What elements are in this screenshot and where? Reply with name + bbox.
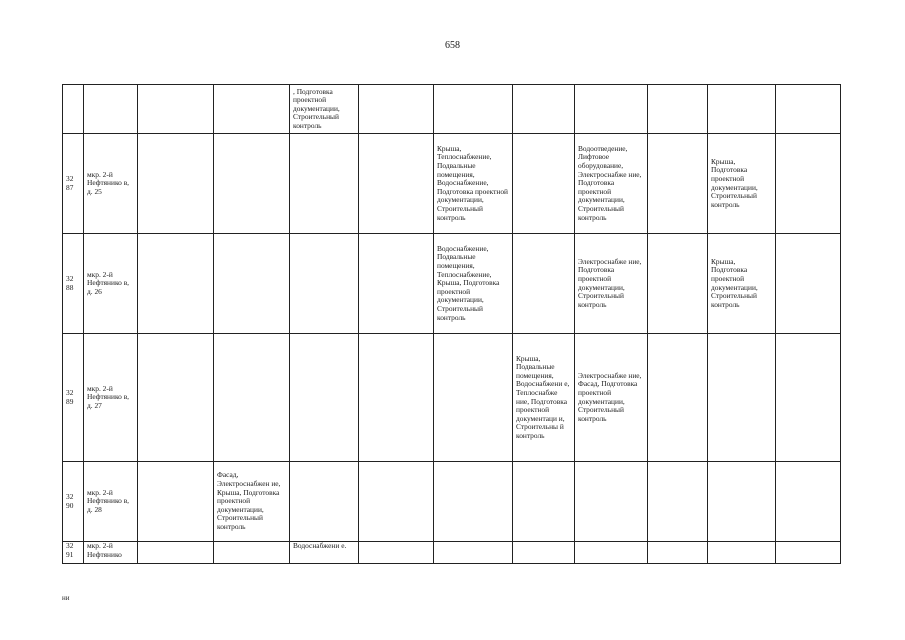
- row-number-cell: 32 88: [63, 234, 84, 334]
- work-type-cell: [648, 85, 708, 134]
- address-cell: мкр. 2-й Нефтянико в, д. 25: [84, 134, 138, 234]
- work-type-cell: [138, 85, 214, 134]
- work-type-cell: [359, 85, 434, 134]
- work-type-cell: [359, 334, 434, 462]
- work-type-cell: [290, 134, 359, 234]
- work-type-cell: Крыша, Подвальные помещения, Водоснабжени е, Теплоснабже ние, Подготовка проектной документаци и, Строительны й контроль: [513, 334, 575, 462]
- work-type-cell: [513, 462, 575, 542]
- footer-mark: ни: [62, 594, 70, 602]
- work-type-cell: Фасад, Электроснабжен ие, Крыша, Подготовка проектной документации, Строительный контроль: [214, 462, 290, 542]
- table-row: [63, 85, 841, 134]
- work-type-cell: [575, 462, 648, 542]
- work-type-cell: [434, 334, 513, 462]
- work-type-cell: [434, 462, 513, 542]
- work-type-cell: [214, 542, 290, 564]
- work-type-cell: Крыша, Подготовка проектной документации, Строительный контроль: [708, 234, 776, 334]
- work-type-cell: Водоотведение, Лифтовое оборудование, Электроснабже ние, Подготовка проектной документации, Строительный контроль: [575, 134, 648, 234]
- work-type-cell: [708, 462, 776, 542]
- address-cell: [84, 85, 138, 134]
- row-number-cell: 32 87: [63, 134, 84, 234]
- work-type-cell: [648, 462, 708, 542]
- work-type-cell: Крыша, Подготовка проектной документации, Строительный контроль: [708, 134, 776, 234]
- work-type-cell: [513, 85, 575, 134]
- work-type-cell: [648, 134, 708, 234]
- row-number-cell: 32 90: [63, 462, 84, 542]
- work-type-cell: [434, 542, 513, 564]
- work-type-cell: [776, 85, 841, 134]
- work-type-cell: [359, 462, 434, 542]
- work-type-cell: [138, 542, 214, 564]
- work-type-cell: [776, 234, 841, 334]
- work-type-cell: [138, 134, 214, 234]
- work-type-cell: [648, 234, 708, 334]
- work-type-cell: [513, 542, 575, 564]
- address-cell: мкр. 2-й Нефтянико в, д. 26: [84, 234, 138, 334]
- work-type-cell: [708, 85, 776, 134]
- work-type-cell: [513, 134, 575, 234]
- work-type-cell: [359, 542, 434, 564]
- work-type-cell: [138, 234, 214, 334]
- work-type-cell: [214, 334, 290, 462]
- work-type-cell: [513, 234, 575, 334]
- work-type-cell: [359, 134, 434, 234]
- work-type-cell: Водоснабжение, Подвальные помещения, Теплоснабжение, Крыша, Подготовка проектной документации, Строительный контроль: [434, 234, 513, 334]
- work-type-cell: Электроснабже ние, Подготовка проектной документации, Строительный контроль: [575, 234, 648, 334]
- table-row: [63, 134, 841, 234]
- work-type-cell: [290, 234, 359, 334]
- work-type-cell: [290, 334, 359, 462]
- work-type-cell: [776, 134, 841, 234]
- table-row: [63, 334, 841, 462]
- work-type-cell: [214, 85, 290, 134]
- work-type-cell: [776, 462, 841, 542]
- table-row: [63, 542, 841, 564]
- work-type-cell: [708, 334, 776, 462]
- work-type-cell: [648, 334, 708, 462]
- work-type-cell: , Подготовка проектной документации, Строительный контроль: [290, 85, 359, 134]
- work-type-cell: [708, 542, 776, 564]
- work-type-cell: [290, 462, 359, 542]
- row-number-cell: [63, 85, 84, 134]
- work-type-cell: [138, 462, 214, 542]
- work-type-cell: [776, 334, 841, 462]
- row-number-cell: 32 89: [63, 334, 84, 462]
- work-type-cell: [214, 234, 290, 334]
- work-type-cell: Водоснабжени е.: [290, 542, 359, 564]
- work-type-cell: [359, 234, 434, 334]
- work-type-cell: [434, 85, 513, 134]
- address-cell: мкр. 2-й Нефтянико в, д. 27: [84, 334, 138, 462]
- capital-repair-schedule-table: [62, 84, 841, 564]
- work-type-cell: Электроснабже ние, Фасад, Подготовка проектной документации, Строительный контроль: [575, 334, 648, 462]
- row-number-cell: 32 91: [63, 542, 84, 564]
- work-type-cell: [648, 542, 708, 564]
- table-row: [63, 462, 841, 542]
- address-cell: мкр. 2-й Нефтянико в, д. 28: [84, 462, 138, 542]
- work-type-cell: [214, 134, 290, 234]
- address-cell: мкр. 2-й Нефтянико: [84, 542, 138, 564]
- table-row: [63, 234, 841, 334]
- work-type-cell: Крыша, Теплоснабжение, Подвальные помещения, Водоснабжение, Подготовка проектной документации, Строительный контроль: [434, 134, 513, 234]
- work-type-cell: [575, 542, 648, 564]
- work-type-cell: [138, 334, 214, 462]
- work-type-cell: [776, 542, 841, 564]
- work-type-cell: [575, 85, 648, 134]
- page-number: 658: [445, 40, 460, 51]
